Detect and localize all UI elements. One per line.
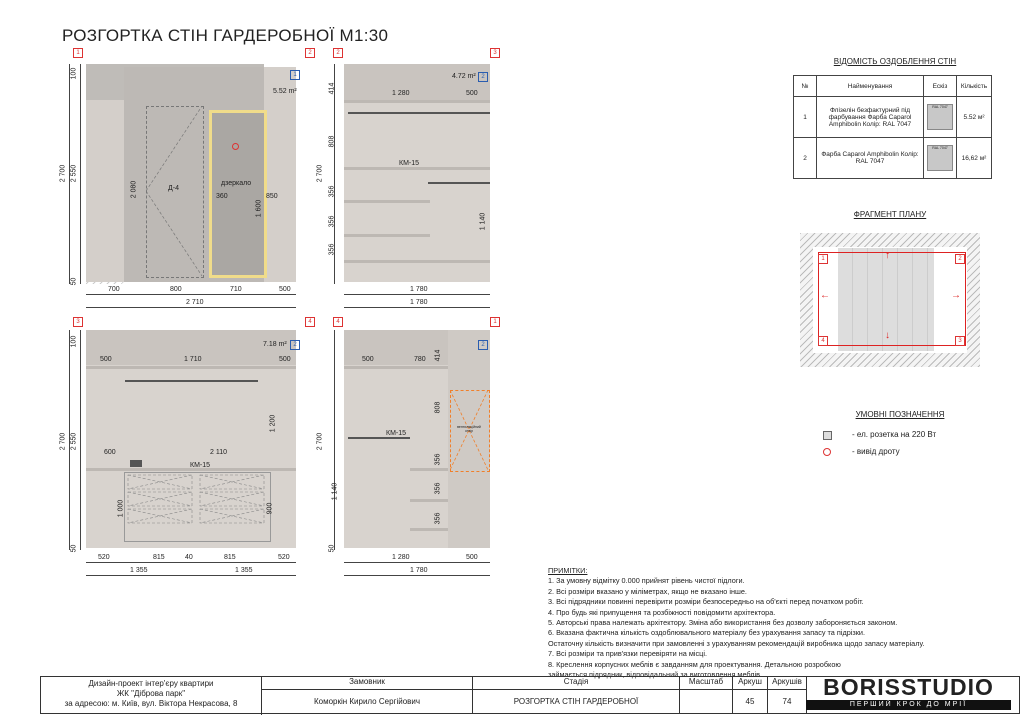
- dim-label: 1 000: [117, 499, 125, 518]
- scale-label: Масштаб: [680, 677, 733, 690]
- col-header: №: [794, 76, 817, 97]
- wall-marker: 3: [490, 48, 500, 58]
- dim-label: 414: [328, 82, 336, 95]
- dim-label: 500: [279, 286, 291, 293]
- socket-icon: [823, 431, 832, 440]
- dim-label: 520: [98, 554, 110, 561]
- dim-label: 1 780: [410, 299, 428, 306]
- col-header: Кількість: [957, 76, 992, 97]
- drawer-crosses: [124, 472, 270, 542]
- dim-label: 1 355: [235, 567, 253, 574]
- wall-area: 5.52 m²: [273, 88, 297, 95]
- dim-label: 2 700: [59, 164, 67, 183]
- wall-marker: 4: [305, 317, 315, 327]
- dim-label: 1 280: [392, 554, 410, 561]
- finish-tag: 2: [478, 72, 488, 82]
- dim-label: 700: [108, 286, 120, 293]
- dim-label: 900: [266, 502, 274, 515]
- project-line: ЖК "Діброва парк": [116, 689, 186, 698]
- wall-marker: 2: [305, 48, 315, 58]
- dim-label: 1 200: [269, 414, 277, 433]
- dim-label: 1 280: [392, 90, 410, 97]
- note-line: 5. Авторські права належать архітектору. Зміна або використання без дозволу забороняється законом.: [548, 618, 898, 628]
- wall-marker: 3: [73, 317, 83, 327]
- table-row: 2 Фарба Caparol Amphibolin Колір: RAL 7047 RAL 7047 16,62 м²: [794, 138, 992, 179]
- dim-label: 1 600: [255, 199, 263, 218]
- dim-label: 815: [224, 554, 236, 561]
- page-title: РОЗГОРТКА СТІН ГАРДЕРОБНОЇ М1:30: [62, 26, 389, 45]
- note-line: 1. За умовну відмітку 0.000 прийнят рівень чистої підлоги.: [548, 576, 745, 586]
- dim-label: 1 780: [410, 286, 428, 293]
- finish-tag: 2: [290, 340, 300, 350]
- dim-label: 808: [328, 135, 336, 148]
- socket-block: [130, 460, 142, 467]
- dim-label: 100: [70, 335, 78, 348]
- dim-label: 500: [466, 90, 478, 97]
- wall-marker: 1: [73, 48, 83, 58]
- dim-label: 1 355: [130, 567, 148, 574]
- dim-label: 780: [414, 356, 426, 363]
- dim-label: 356: [328, 243, 336, 256]
- wall-marker: 2: [333, 48, 343, 58]
- dim-label: 50: [328, 544, 336, 553]
- project-line: Дизайн-проект інтер'єру квартири: [88, 679, 214, 688]
- arrow-up-icon: ↑: [885, 250, 890, 261]
- table-row: 1 Флізелін безфактурний під фарбування Фарба Caparol Amphibolin Колір: RAL 7047 RAL 7047 5.52 м²: [794, 97, 992, 138]
- dim-label: 2 700: [59, 432, 67, 451]
- dim-label: 710: [230, 286, 242, 293]
- brand-logo: [806, 675, 1011, 710]
- arrow-left-icon: ←: [820, 290, 830, 301]
- dim-label: 500: [279, 356, 291, 363]
- plan-title: ФРАГМЕНТ ПЛАНУ: [853, 210, 927, 219]
- wall-marker: 1: [490, 317, 500, 327]
- dim-label: 360: [216, 193, 228, 200]
- finish-table: [793, 75, 992, 179]
- sheet-number: 45: [733, 690, 768, 713]
- customer-name: Коморкін Кирило Сергійович: [262, 690, 473, 713]
- sheets-total: 74: [768, 690, 807, 713]
- ventilation-label: вентиляційний отвір: [457, 425, 481, 433]
- socket-label: КМ-15: [399, 160, 420, 167]
- dim-label: 800: [170, 286, 182, 293]
- legend-item: - вивід дроту: [852, 447, 900, 456]
- dim-label: 356: [328, 185, 336, 198]
- notes-title: ПРИМІТКИ:: [548, 566, 588, 575]
- wire-outlet-icon: [232, 143, 239, 150]
- logo-slogan: ПЕРШИЙ КРОК ДО МРІЇ: [806, 700, 1011, 710]
- dim-label: 600: [104, 449, 116, 456]
- stage-label: Стадія: [473, 677, 680, 690]
- plan-marker: 4: [818, 336, 828, 346]
- dim-label: 850: [266, 193, 278, 200]
- customer-label: Замовник: [262, 677, 473, 690]
- dim-label: 100: [70, 67, 78, 80]
- dim-label: 50: [70, 544, 78, 553]
- dim-label: 356: [434, 453, 442, 466]
- dim-label: 2 550: [70, 432, 78, 451]
- dim-label: 2 080: [130, 180, 138, 199]
- note-line: 6. Вказана фактична кількість оздоблювального матеріалу без урахування запасу та підрізки.: [548, 628, 866, 638]
- note-line: 3. Всі підрядники повинні перевірити розміри безпосередньо на об'єкті перед початком робіт.: [548, 597, 864, 607]
- dim-label: 500: [466, 554, 478, 561]
- note-line: 2. Всі розміри вказано у міліметрах, якщо не вказано інше.: [548, 586, 747, 596]
- note-line: Остаточну кількість визначити при замовленні з урахуванням рекомендацій виробника щодо запасу матеріалу.: [548, 638, 925, 648]
- logo-name: BORISSTUDIO: [823, 674, 994, 700]
- socket-label: КМ-15: [386, 430, 407, 437]
- dim-label: 520: [278, 554, 290, 561]
- sheet-name: РОЗГОРТКА СТІН ГАРДЕРОБНОЇ: [473, 690, 680, 713]
- dim-label: 1 140: [479, 212, 487, 231]
- note-line: займається підрядник, відповідальний за виготовлення меблів.: [548, 670, 763, 680]
- dim-label: 1 140: [331, 482, 339, 501]
- legend-item: - ел. розетка на 220 Вт: [852, 430, 937, 439]
- dim-label: 500: [362, 356, 374, 363]
- dim-label: 2 550: [70, 164, 78, 183]
- note-line: 4. Про будь які припущення та розбіжності повідомити архітектора.: [548, 607, 776, 617]
- notes-block: [548, 566, 1018, 680]
- dim-label: 2 700: [316, 432, 324, 451]
- dim-label: 356: [434, 512, 442, 525]
- dim-label: 2 110: [210, 449, 227, 456]
- dim-label: 808: [434, 401, 442, 414]
- dim-label: 1 710: [184, 356, 202, 363]
- plan-marker: 3: [955, 336, 965, 346]
- dim-label: 414: [434, 349, 442, 362]
- dim-label: 50: [70, 277, 78, 286]
- socket-label: КМ-15: [190, 462, 211, 469]
- col-header: Найменування: [817, 76, 924, 97]
- color-swatch: RAL 7047: [927, 104, 953, 130]
- plan-marker: 1: [818, 254, 828, 264]
- note-line: 7. Всі розміри та прив'язки перевіряти на місці.: [548, 649, 707, 659]
- door-swing: [146, 106, 204, 278]
- col-header: Ескіз: [924, 76, 957, 97]
- wall-marker: 4: [333, 317, 343, 327]
- finish-title: ВІДОМІСТЬ ОЗДОБЛЕННЯ СТІН: [833, 57, 957, 66]
- arrow-down-icon: ↓: [885, 330, 890, 341]
- arrow-right-icon: →: [951, 290, 961, 301]
- dim-label: 2 700: [316, 164, 324, 183]
- project-line: за адресою: м. Київ, вул. Віктора Некрасова, 8: [64, 699, 238, 708]
- plan-marker: 2: [955, 254, 965, 264]
- mirror-label: дзеркало: [221, 180, 252, 187]
- legend-title: УМОВНІ ПОЗНАЧЕННЯ: [855, 410, 945, 419]
- color-swatch: RAL 7047: [927, 145, 953, 171]
- dim-label: 815: [153, 554, 165, 561]
- sheet-label: Аркуш: [733, 677, 768, 690]
- wall-area: 7.18 m²: [263, 341, 287, 348]
- dim-label: 356: [328, 215, 336, 228]
- dim-label: 1 780: [410, 567, 428, 574]
- dim-label: 356: [434, 482, 442, 495]
- dim-label: 40: [185, 554, 193, 561]
- wire-outlet-icon: [823, 448, 831, 456]
- dim-label: 2 710: [186, 299, 204, 306]
- note-line: 8. Креслення корпусних меблів є завданням для проектування. Детальною розробкою: [548, 659, 841, 669]
- sheets-label: Аркушів: [768, 677, 807, 690]
- door-label: Д-4: [168, 185, 179, 192]
- dim-label: 500: [100, 356, 112, 363]
- finish-tag: 2: [478, 340, 488, 350]
- finish-tag: 1: [290, 70, 300, 80]
- wall-area: 4.72 m²: [452, 73, 476, 80]
